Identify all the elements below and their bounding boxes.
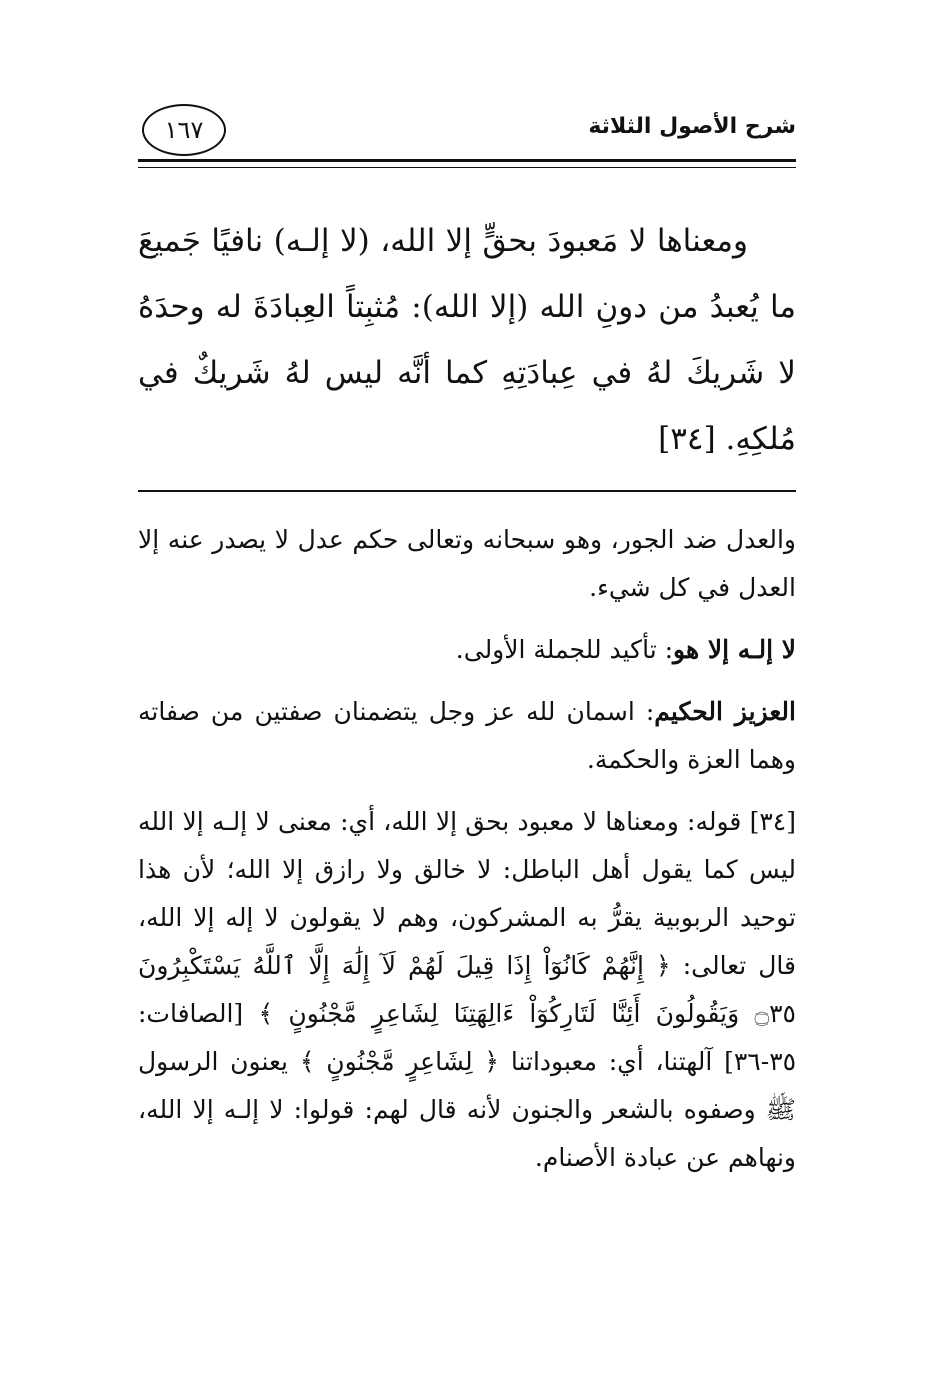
term-la-ilah-explanation: : تأكيد للجملة الأولى. <box>455 635 674 664</box>
page-number: ١٦٧ <box>142 104 226 156</box>
term-la-ilah: لا إلـه إلا هو <box>673 635 796 664</box>
main-text-paragraph: ومعناها لا مَعبودَ بحقٍّ إلا الله، (لا إلـه) نافيًا جَميعَ ما يُعبدُ من دونِ الله (إلا الله): مُثبِتاً العِبادَةَ له وحدَهُ لا شَريكَ لهُ في عِبادَتِهِ كما أنَّه ليس لهُ شَريكٌ في مُلكِهِ. [٣٤] <box>138 223 796 457</box>
footnote-divider <box>138 490 796 492</box>
quran-verse-1: ﴿ إِنَّهُمْ كَانُوٓاْ إِذَا قِيلَ لَهُمْ لَآ إِلَٰهَ إِلَّا ٱللَّهُ يَسْتَكْبِرُونَ ۝٣٥ وَيَقُولُونَ أَئِنَّا لَتَارِكُوٓاْ ءَالِهَتِنَا لِشَاعِرٍ مَّجْنُونٍ ﴾ <box>138 951 796 1028</box>
commentary-paragraph-4 <box>138 798 796 1182</box>
term-aziz-hakim: العزيز الحكيم <box>654 697 796 726</box>
note-34-middle: [الصافات: ٣٥-٣٦] آلهتنا، أي: معبوداتنا <box>138 999 797 1076</box>
term-aziz-hakim-explanation: : اسمان لله عز وجل يتضمنان صفتين من صفاته وهما العزة والحكمة. <box>138 697 796 774</box>
header-rule-thin <box>138 167 796 168</box>
commentary <box>138 516 796 1196</box>
note-34-end: يعنون الرسول ﷺ وصفوه بالشعر والجنون لأنه قال لهم: قولوا: لا إلـه إلا الله، ونهاهم عن عبادة الأصنام. <box>138 1047 796 1172</box>
commentary-paragraph-3 <box>138 688 796 784</box>
note-34-intro: [٣٤] قوله: ومعناها لا معبود بحق إلا الله، أي: معنى لا إلـه إلا الله ليس كما يقول أهل الباطل: لا خالق ولا رازق إلا الله؛ لأن هذا توحيد الربوبية يقرُّ به المشركون، وهم لا يقولون لا إله إلا الله، قال تعالى: <box>138 807 796 980</box>
commentary-paragraph-2 <box>138 626 796 674</box>
quran-verse-2: ﴿ لِشَاعِرٍ مَّجْنُونٍ ﴾ <box>299 1047 500 1076</box>
book-title: شرح الأصول الثلاثة <box>588 114 796 139</box>
commentary-paragraph-1: والعدل ضد الجور، وهو سبحانه وتعالى حكم عدل لا يصدر عنه إلا العدل في كل شيء. <box>138 525 796 602</box>
page-header <box>138 100 796 162</box>
header-rule <box>138 159 796 162</box>
main-text <box>138 208 796 472</box>
